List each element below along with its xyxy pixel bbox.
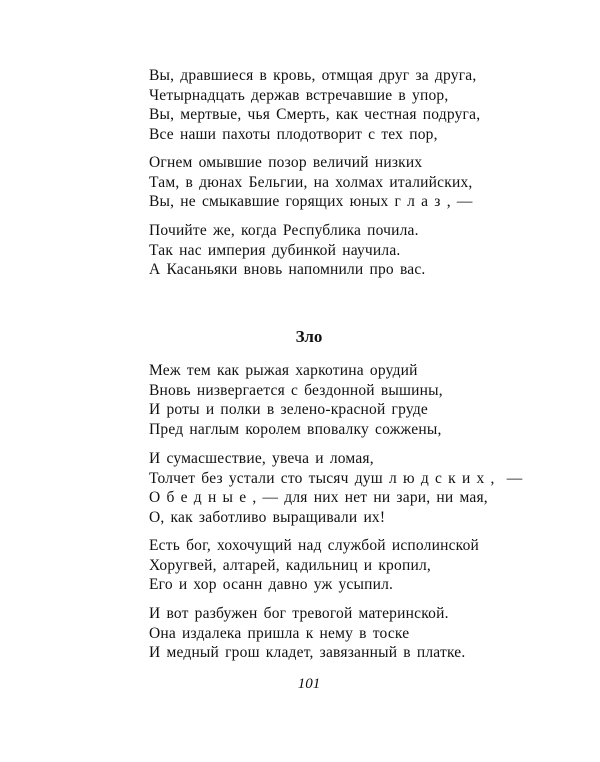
verse-line: Вы, дравшиеся в кровь, отмщая друг за друга,: [149, 67, 477, 84]
verse-line: Вы, мертвые, чья Смерть, как честная подруга,: [149, 106, 481, 123]
verse-line: Почийте же, когда Республика почила.: [149, 222, 419, 239]
verse-line: Меж тем как рыжая харкотина орудий: [149, 362, 418, 379]
verse-line: Вновь низвергается с бездонной вышины,: [149, 381, 443, 399]
page-number: 101: [297, 676, 321, 692]
verse-line: Она издалека пришла к нему в тоске: [149, 624, 410, 642]
verse-line: И медный грош кладет, завязанный в платке.: [149, 644, 466, 661]
poem2-stanza-2: [149, 449, 522, 527]
verse-line: Толчет без устали сто тысяч душ л ю д с к и х , —: [149, 469, 523, 487]
verse-line: Его и хор осанн давно уж усыпил.: [149, 576, 394, 593]
verse-line: Четырнадцать держав встречавшие в упор,: [149, 86, 449, 104]
verse-line: О б е д н ы е , — для них нет ни зари, ни мая,: [149, 489, 488, 506]
poem2-stanza-1: [149, 361, 443, 439]
verse-line: Хоругвей, алтарей, кадильниц и кропил,: [149, 556, 431, 574]
verse-line: Есть бог, хохочущий над службой исполинской: [149, 537, 480, 554]
verse-line: А Касаньяки вновь напомнили про вас.: [149, 261, 426, 278]
verse-line: Так нас империя дубинкой научила.: [149, 241, 401, 259]
verse-line: Все наши пахоты плодотворит с тех пор,: [149, 125, 438, 143]
poem1-stanza-2: [149, 153, 473, 212]
poem1-stanza-1: [149, 66, 480, 144]
poem1-stanza-3: [149, 221, 426, 280]
poem-title: Зло: [295, 327, 323, 346]
verse-line: И роты и полки в зелено-красной груде: [149, 401, 428, 418]
verse-line: Там, в дюнах Бельгии, на холмах италийских,: [149, 173, 473, 191]
poem2-stanza-4: [149, 604, 465, 663]
poem2-stanza-3: [149, 536, 479, 595]
verse-line: Огнем омывшие позор величий низких: [149, 154, 423, 171]
verse-line: Пред наглым королем вповалку сожжены,: [149, 420, 442, 438]
verse-line: Вы, не смыкавшие горящих юных г л а з , —: [149, 193, 473, 210]
verse-line: И сумасшествие, увеча и ломая,: [149, 450, 374, 467]
verse-line: О, как заботливо выращивали их!: [149, 508, 386, 526]
verse-line: И вот разбужен бог тревогой материнской.: [149, 605, 449, 622]
